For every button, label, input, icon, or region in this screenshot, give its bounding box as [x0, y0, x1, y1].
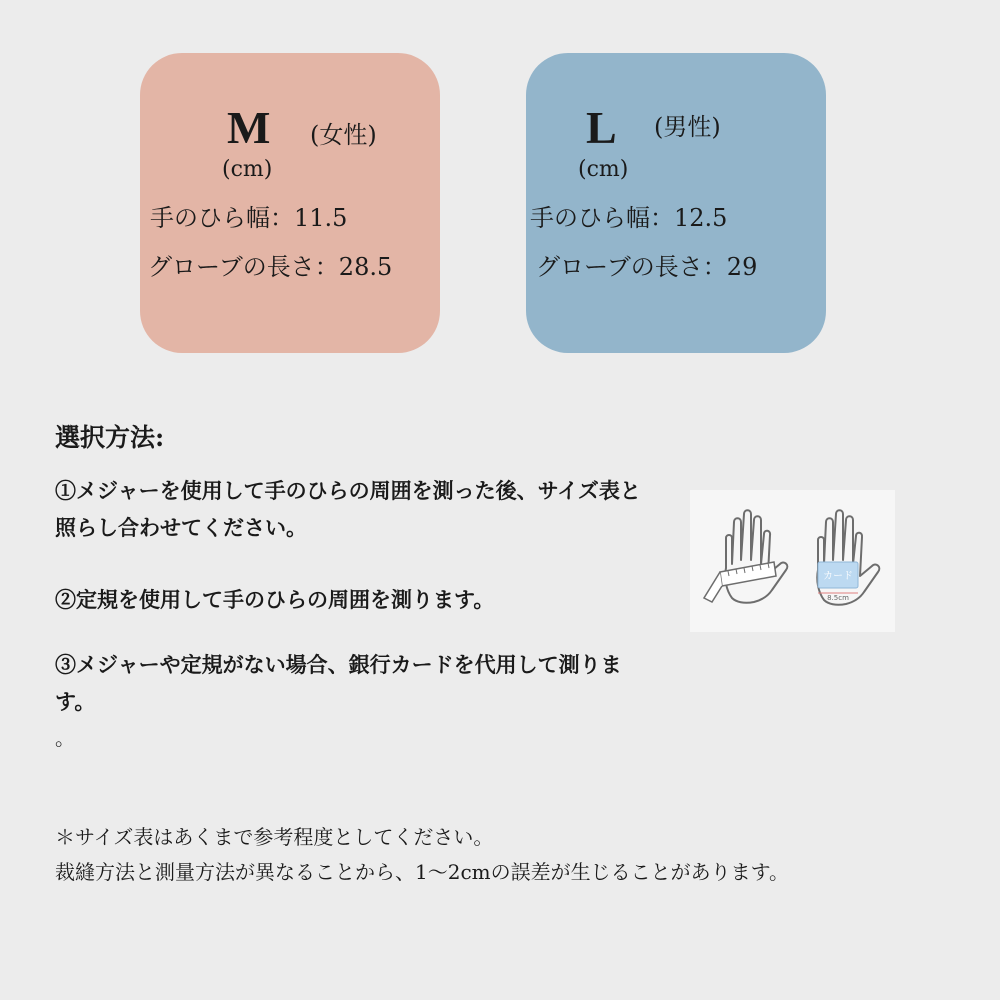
card-size-label: 8.5cm [827, 594, 849, 602]
palm-width: 手のひら幅：12.5 [530, 204, 728, 232]
size-letter: M [227, 102, 271, 153]
step-1: ①メジャーを使用して手のひらの周囲を測った後、サイズ表と照らし合わせてください。 [55, 478, 641, 540]
note-line-1: ＊サイズ表はあくまで参考程度としてください。 [55, 825, 494, 849]
size-note [55, 820, 789, 890]
hand-measure-illustration [690, 490, 895, 632]
size-card-m [140, 53, 440, 353]
gender-label: (男性) [654, 113, 721, 141]
palm-width: 手のひら幅：11.5 [150, 204, 348, 232]
unit-label: (cm) [222, 157, 273, 182]
size-card-l [526, 53, 826, 353]
glove-length: グローブの長さ：29 [536, 253, 758, 281]
step-2: ②定規を使用して手のひらの周囲を測ります。 [55, 587, 495, 612]
trailing-mark: 。 [55, 726, 75, 750]
gender-label: (女性) [310, 121, 377, 149]
step-3: ③メジャーや定規がない場合、銀行カードを代用して測ります。 [55, 652, 622, 714]
hands-icon [690, 490, 895, 632]
note-line-2: 裁縫方法と測量方法が異なることから、1〜2cmの誤差が生じることがあります。 [55, 860, 790, 884]
unit-label: (cm) [578, 157, 629, 182]
method-title: 選択方法: [55, 423, 165, 452]
card-label: カード [823, 571, 853, 582]
size-letter: L [586, 102, 617, 153]
glove-length: グローブの長さ：28.5 [148, 253, 393, 281]
